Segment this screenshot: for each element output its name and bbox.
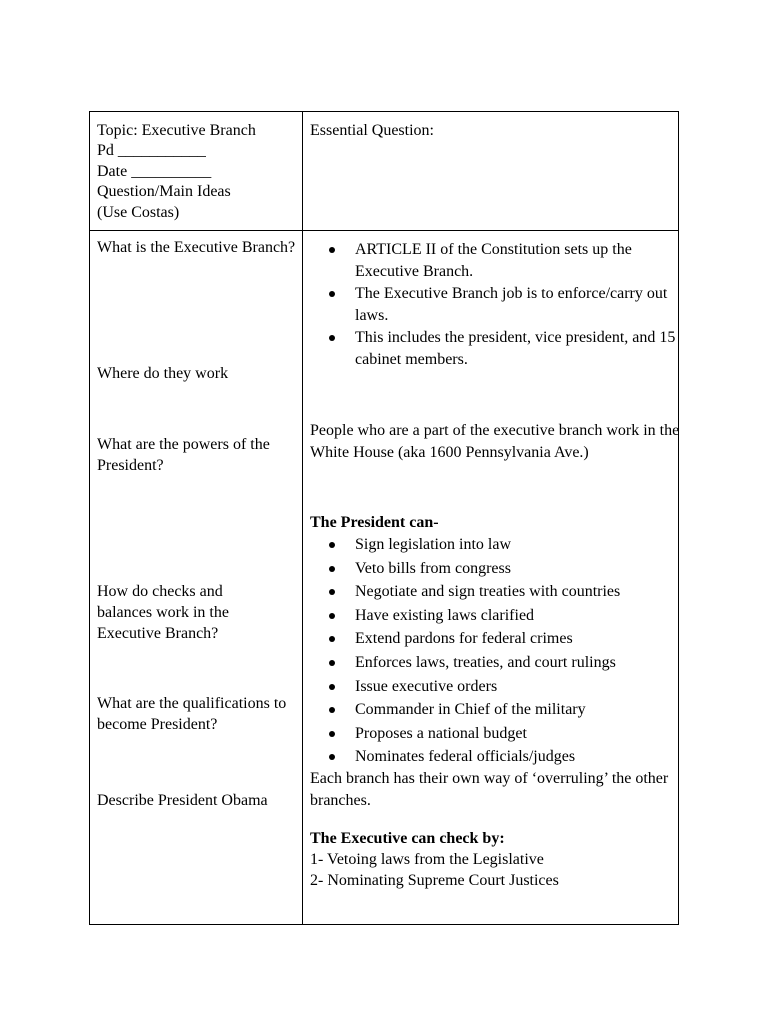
list-item: This includes the president, vice president, and 15 cabinet members. <box>303 327 683 370</box>
questions-column <box>90 231 303 925</box>
work-place-answer: People who are a part of the executive branch work in the White House (aka 1600 Pennsylvania Ave.) <box>310 422 680 461</box>
header-left-cell <box>90 112 303 231</box>
bullet-icon <box>329 660 335 666</box>
check-item-1: 1- Vetoing laws from the Legislative <box>310 851 544 868</box>
bullet-icon <box>329 291 335 297</box>
executive-branch-bullets <box>303 239 683 371</box>
checks-intro: Each branch has their own way of ‘overruling’ the other branches. <box>310 770 669 809</box>
question-main-ideas-label: Question/Main Ideas <box>97 183 231 200</box>
list-item: Veto bills from congress <box>303 557 683 581</box>
bullet-icon <box>329 542 335 548</box>
question-executive-branch: What is the Executive Branch? <box>97 239 296 256</box>
list-item: Proposes a national budget <box>303 722 683 746</box>
list-item: Enforces laws, treaties, and court rulings <box>303 651 683 675</box>
cornell-notes-table <box>89 111 679 925</box>
bullet-icon <box>329 589 335 595</box>
question-powers: What are the powers of the President? <box>97 436 270 474</box>
body-row <box>90 231 679 925</box>
list-item: Commander in Chief of the military <box>303 698 683 722</box>
president-can-heading: The President can- <box>310 514 439 531</box>
header-right-cell <box>303 112 679 231</box>
executive-check-heading: The Executive can check by: <box>310 830 505 847</box>
list-item: Nominates federal officials/judges <box>303 745 683 769</box>
topic-line: Topic: Executive Branch <box>97 122 256 139</box>
bullet-icon <box>329 731 335 737</box>
bullet-icon <box>329 684 335 690</box>
notes-column <box>303 231 679 925</box>
question-checks-balances: How do checks and balances work in the Executive Branch? <box>97 583 229 642</box>
question-describe-obama: Describe President Obama <box>97 792 268 809</box>
list-item: Have existing laws clarified <box>303 604 683 628</box>
list-item: The Executive Branch job is to enforce/carry out laws. <box>303 283 683 326</box>
bullet-icon <box>329 566 335 572</box>
list-item: ARTICLE II of the Constitution sets up the Executive Branch. <box>303 239 683 282</box>
essential-question-label: Essential Question: <box>310 122 434 139</box>
bullet-icon <box>329 636 335 642</box>
list-item: Negotiate and sign treaties with countries <box>303 580 683 604</box>
header-row <box>90 112 679 231</box>
check-item-2: 2- Nominating Supreme Court Justices <box>310 872 559 889</box>
period-line: Pd ___________ <box>97 142 206 159</box>
list-item: Issue executive orders <box>303 675 683 699</box>
president-powers-list <box>303 533 683 769</box>
list-item: Sign legislation into law <box>303 533 683 557</box>
bullet-icon <box>329 335 335 341</box>
bullet-icon <box>329 613 335 619</box>
bullet-icon <box>329 754 335 760</box>
use-costas-label: (Use Costas) <box>97 204 180 221</box>
bullet-icon <box>329 707 335 713</box>
list-item: Extend pardons for federal crimes <box>303 627 683 651</box>
question-where-work: Where do they work <box>97 365 229 382</box>
bullet-icon <box>329 247 335 253</box>
date-line: Date __________ <box>97 163 212 180</box>
question-qualifications: What are the qualifications to become President? <box>97 695 287 733</box>
